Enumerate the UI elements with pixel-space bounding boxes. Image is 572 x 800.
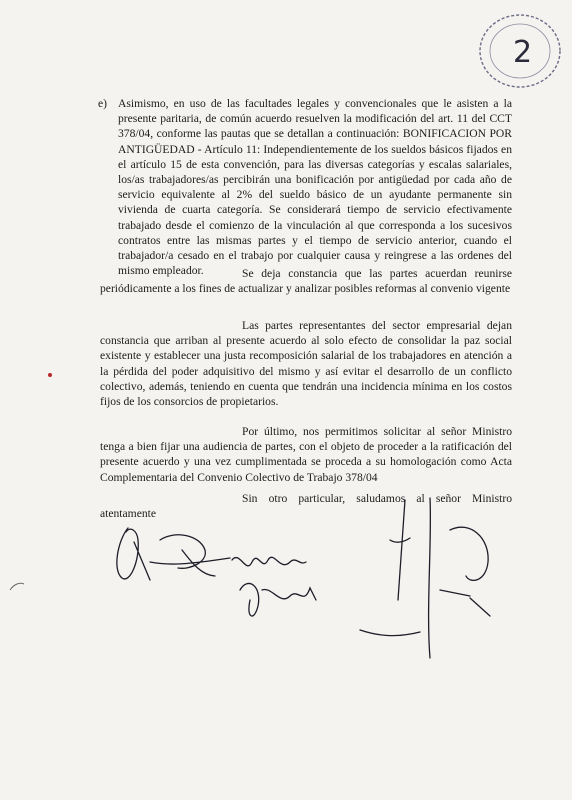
- signature-2: [150, 535, 230, 576]
- paragraph-business-sector: Las partes representantes del sector empresarial dejan constancia que arriban al presente acuerdo al solo efecto de consolidar la paz social existente y establecer una justa recomposición salarial de los trabajadores en atención a la pérdida del poder adquisitivo del mismo y así evitar el desarrollo de un conflicto colectivo, además, teniendo en cuenta que tendrán una incidencia mínima en los costos fijos de los consorcios de propietarios.: [100, 319, 512, 409]
- paragraph-e-text: Asimismo, en uso de las facultades legales y convencionales que le asisten a la presente paritaria, de común acuerdo resuelven la modificación del art. 11 del CCT 378/04, conforme las pautas que se detallan a continuación: BONIFICACION POR ANTIGÜEDAD - Artículo 11: Independientemente de los sueldos básicos fijados en el artículo 15 de esta convención, para las diversas categorías y escalas salariales, los/as trabajadores/as percibirán una bonificación por antigüedad por cada año de servicio equivalente al 2% del sueldo básico de un ayudante permanente sin vivienda de cuarta categoría. Se considerará tiempo de servicio efectivamente trabajado desde el comienzo de la vinculación al que corresponda a los sucesivos contratos entre las mismas partes y el tiempo de servicio anterior, cuando el trabajador/a cesado en el trabajo por cualquier causa y reingrese a las ordenes del mismo empleador.: [118, 97, 512, 278]
- paragraph-hearing-request: Por último, nos permitimos solicitar al señor Ministro tenga a bien fijar una audiencia de partes, con el objeto de proceder a la ratificación del presente acuerdo y una vez cumplimentada se proceda a su homologación como Acta Complementaria del Convenio Colectivo de Trabajo 378/04: [100, 425, 512, 484]
- signatures: [0, 480, 572, 680]
- closing-line: Sin otro particular, saludamos al señor Ministro atentamente: [100, 492, 512, 521]
- signature-6: [360, 630, 420, 636]
- signature-1: [117, 528, 150, 580]
- paragraph-meetings: Se deja constancia que las partes acuerdan reunirse periódicamente a los fines de actualizar y analizar posibles reformas al convenio vigente: [100, 267, 512, 296]
- paragraph-e: [98, 96, 512, 278]
- signature-3: [232, 557, 306, 566]
- folio-stamp: [475, 8, 565, 94]
- signature-4: [240, 583, 316, 616]
- paragraph-e-label: e): [98, 97, 108, 110]
- margin-mark: [48, 373, 52, 377]
- stamp-number: 2: [513, 35, 533, 70]
